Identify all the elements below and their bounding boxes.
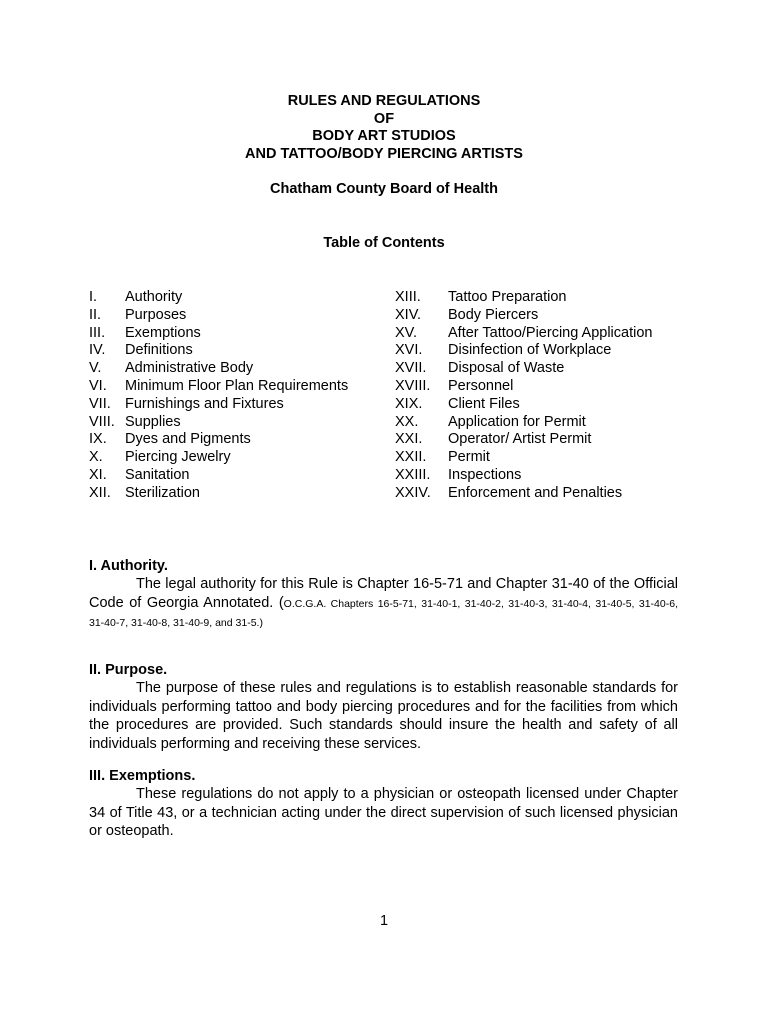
toc-entry xyxy=(89,449,348,467)
toc-entry-number: VIII. xyxy=(89,413,115,430)
toc-entry-number: XVIII. xyxy=(395,377,431,394)
statute-reference: O.C.G.A. Chapters 16-5-71, 31-40-1, 31-40-2, 31-40-3, 31-40-4, 31-40-5, 31-40-6, 31-40-7, 31-40-8, 31-40-9, and 31-5.) xyxy=(89,597,678,629)
toc-entry-label: Administrative Body xyxy=(125,360,254,377)
toc-entry xyxy=(395,307,652,325)
toc-entry xyxy=(395,449,652,467)
toc-entry xyxy=(89,431,348,449)
toc-entry-label: Disposal of Waste xyxy=(448,360,565,377)
toc-entry-number: XXI. xyxy=(395,431,423,448)
section-heading: III. Exemptions. xyxy=(89,768,196,784)
toc-entry-label: Purposes xyxy=(125,306,187,323)
toc-entry xyxy=(89,360,348,378)
toc-entry-number: XXIV. xyxy=(395,484,431,501)
toc-entry-label: Supplies xyxy=(125,413,181,430)
toc-entry-number: VI. xyxy=(89,377,107,394)
toc-entry-number: III. xyxy=(89,324,106,341)
toc-entry-number: XVI. xyxy=(395,342,423,359)
section-purpose xyxy=(89,661,678,753)
toc-entry-label: Sanitation xyxy=(125,466,190,483)
toc-entry-label: Disinfection of Workplace xyxy=(448,342,612,359)
toc-entry xyxy=(395,431,652,449)
toc-entry xyxy=(89,289,348,307)
toc-heading: Table of Contents xyxy=(323,235,445,251)
toc-right-column xyxy=(395,289,652,503)
toc-entry xyxy=(395,325,652,343)
toc-entry-number: XIII. xyxy=(395,289,421,305)
toc-entry-label: Application for Permit xyxy=(448,413,586,430)
toc-entry xyxy=(395,414,652,432)
toc-entry-number: XIV. xyxy=(395,306,422,323)
section-body xyxy=(89,575,678,633)
toc-entry xyxy=(89,467,348,485)
title-line: BODY ART STUDIOS xyxy=(312,128,456,144)
toc-entry xyxy=(395,342,652,360)
toc-entry-label: Minimum Floor Plan Requirements xyxy=(125,377,349,394)
toc-entry xyxy=(395,378,652,396)
toc-entry-number: XXII. xyxy=(395,449,427,466)
toc-entry-label: Permit xyxy=(448,449,490,466)
toc-entry xyxy=(89,378,348,396)
toc-entry-number: IV. xyxy=(89,342,106,359)
toc-entry-label: Operator/ Artist Permit xyxy=(448,431,592,448)
toc-entry-label: Personnel xyxy=(448,377,514,394)
toc-entry-number: X. xyxy=(89,449,103,466)
toc-entry-number: V. xyxy=(89,360,102,377)
document-title xyxy=(0,93,768,163)
toc-entry-label: Tattoo Preparation xyxy=(448,289,567,305)
title-line: RULES AND REGULATIONS xyxy=(287,93,481,109)
toc-entry-number: XI. xyxy=(89,466,107,483)
toc-entry xyxy=(395,289,652,307)
toc-entry xyxy=(395,396,652,414)
toc-entry-label: Inspections xyxy=(448,466,522,483)
toc-entry xyxy=(395,467,652,485)
toc-entry-label: Dyes and Pigments xyxy=(125,431,251,448)
toc-entry xyxy=(395,360,652,378)
title-line: OF xyxy=(373,110,395,127)
toc-left-column xyxy=(89,289,348,503)
toc-entry-label: After Tattoo/Piercing Application xyxy=(448,324,653,341)
title-line: AND TATTOO/BODY PIERCING ARTISTS xyxy=(245,145,523,162)
toc-entry-number: VII. xyxy=(89,395,111,412)
section-body: The purpose of these rules and regulations is to establish reasonable standards for individuals performing tattoo and body piercing procedures and for the facilities from which the procedures are provided. Such standards should insure the health and safety of all individuals performing and receiving these services. xyxy=(89,680,678,752)
toc-entry xyxy=(89,307,348,325)
toc-entry-label: Client Files xyxy=(448,395,520,412)
toc-entry-label: Piercing Jewelry xyxy=(125,449,231,466)
section-exemptions xyxy=(89,767,678,841)
toc-entry-label: Body Piercers xyxy=(448,306,539,323)
toc-entry-number: XIX. xyxy=(395,395,423,412)
toc-entry-number: IX. xyxy=(89,431,107,448)
organization-name: Chatham County Board of Health xyxy=(270,181,498,197)
toc-entry-label: Sterilization xyxy=(125,484,200,501)
toc-entry-label: Exemptions xyxy=(125,324,201,341)
toc-entry xyxy=(89,414,348,432)
toc-entry xyxy=(89,342,348,360)
page-number: 1 xyxy=(379,913,389,929)
toc-entry-number: XV. xyxy=(395,324,418,341)
toc-entry-number: I. xyxy=(89,289,98,305)
toc-entry-label: Definitions xyxy=(125,342,193,359)
toc-entry xyxy=(89,325,348,343)
toc-entry-label: Furnishings and Fixtures xyxy=(125,395,284,412)
section-heading: II. Purpose. xyxy=(89,662,168,678)
toc-entry-label: Enforcement and Penalties xyxy=(448,484,623,501)
toc-entry-number: XX. xyxy=(395,413,419,430)
toc-entry-label: Authority xyxy=(125,289,183,305)
toc-entry xyxy=(395,485,652,503)
section-authority xyxy=(89,557,678,633)
toc-entry xyxy=(89,485,348,503)
toc-entry-number: XVII. xyxy=(395,360,427,377)
toc-entry xyxy=(89,396,348,414)
section-heading: I. Authority. xyxy=(89,558,168,574)
section-body: These regulations do not apply to a physician or osteopath licensed under Chapter 34 of Title 43, or a technician acting under the direct supervision of such licensed physician or osteopath. xyxy=(89,786,678,839)
toc-entry-number: XXIII. xyxy=(395,466,431,483)
toc-entry-number: XII. xyxy=(89,484,111,501)
section-text: The legal authority for this Rule is Chapter 16-5-71 and Chapter 31-40 of the Official Code of Georgia Annotated. ( xyxy=(89,576,678,611)
toc-entry-number: II. xyxy=(89,306,102,323)
